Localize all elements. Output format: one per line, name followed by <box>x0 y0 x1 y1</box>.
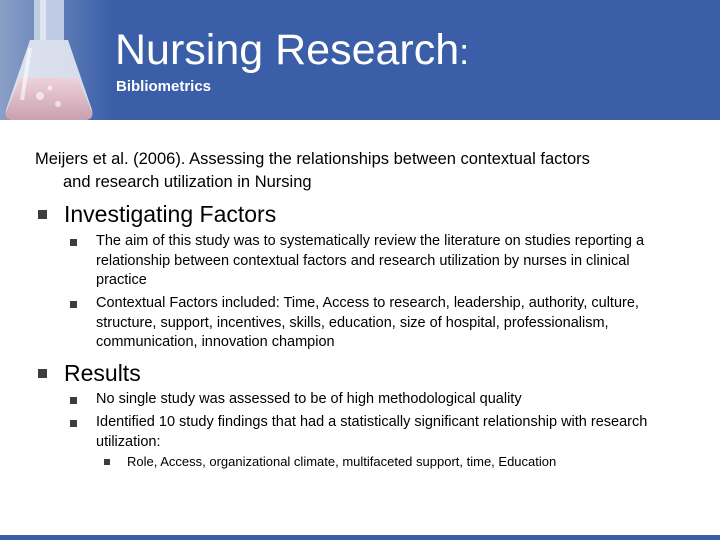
square-bullet-icon <box>70 301 77 308</box>
square-bullet-icon <box>70 397 77 404</box>
square-bullet-icon <box>104 459 110 465</box>
square-bullet-icon <box>38 369 47 378</box>
square-bullet-icon <box>70 239 77 246</box>
citation <box>35 148 695 194</box>
list-item: Identified 10 study findings that had a statistically significant relationship with research utilization: <box>70 413 670 452</box>
square-bullet-icon <box>70 420 77 427</box>
slide-subtitle: Bibliometrics <box>116 78 212 95</box>
bottom-border <box>0 535 720 540</box>
square-bullet-icon <box>38 210 47 219</box>
list-item: No single study was assessed to be of high methodological quality <box>70 390 670 410</box>
list-item: The aim of this study was to systematically review the literature on studies reporting a relationship between contextual factors and research utilization by nurses in clinical practice <box>70 232 670 291</box>
citation-line-1: Meijers et al. (2006). Assessing the relationships between contextual factors <box>35 150 590 168</box>
slide-title: Nursing Research: <box>115 26 470 74</box>
lab-flask-image <box>0 0 112 120</box>
header-banner <box>0 0 720 120</box>
list-item: Contextual Factors included: Time, Access to research, leadership, authority, culture, structure, support, incentives, skills, education, size of hospital, professionalism, communication, innovation champion <box>70 294 670 353</box>
citation-line-2: and research utilization in Nursing <box>63 173 312 191</box>
